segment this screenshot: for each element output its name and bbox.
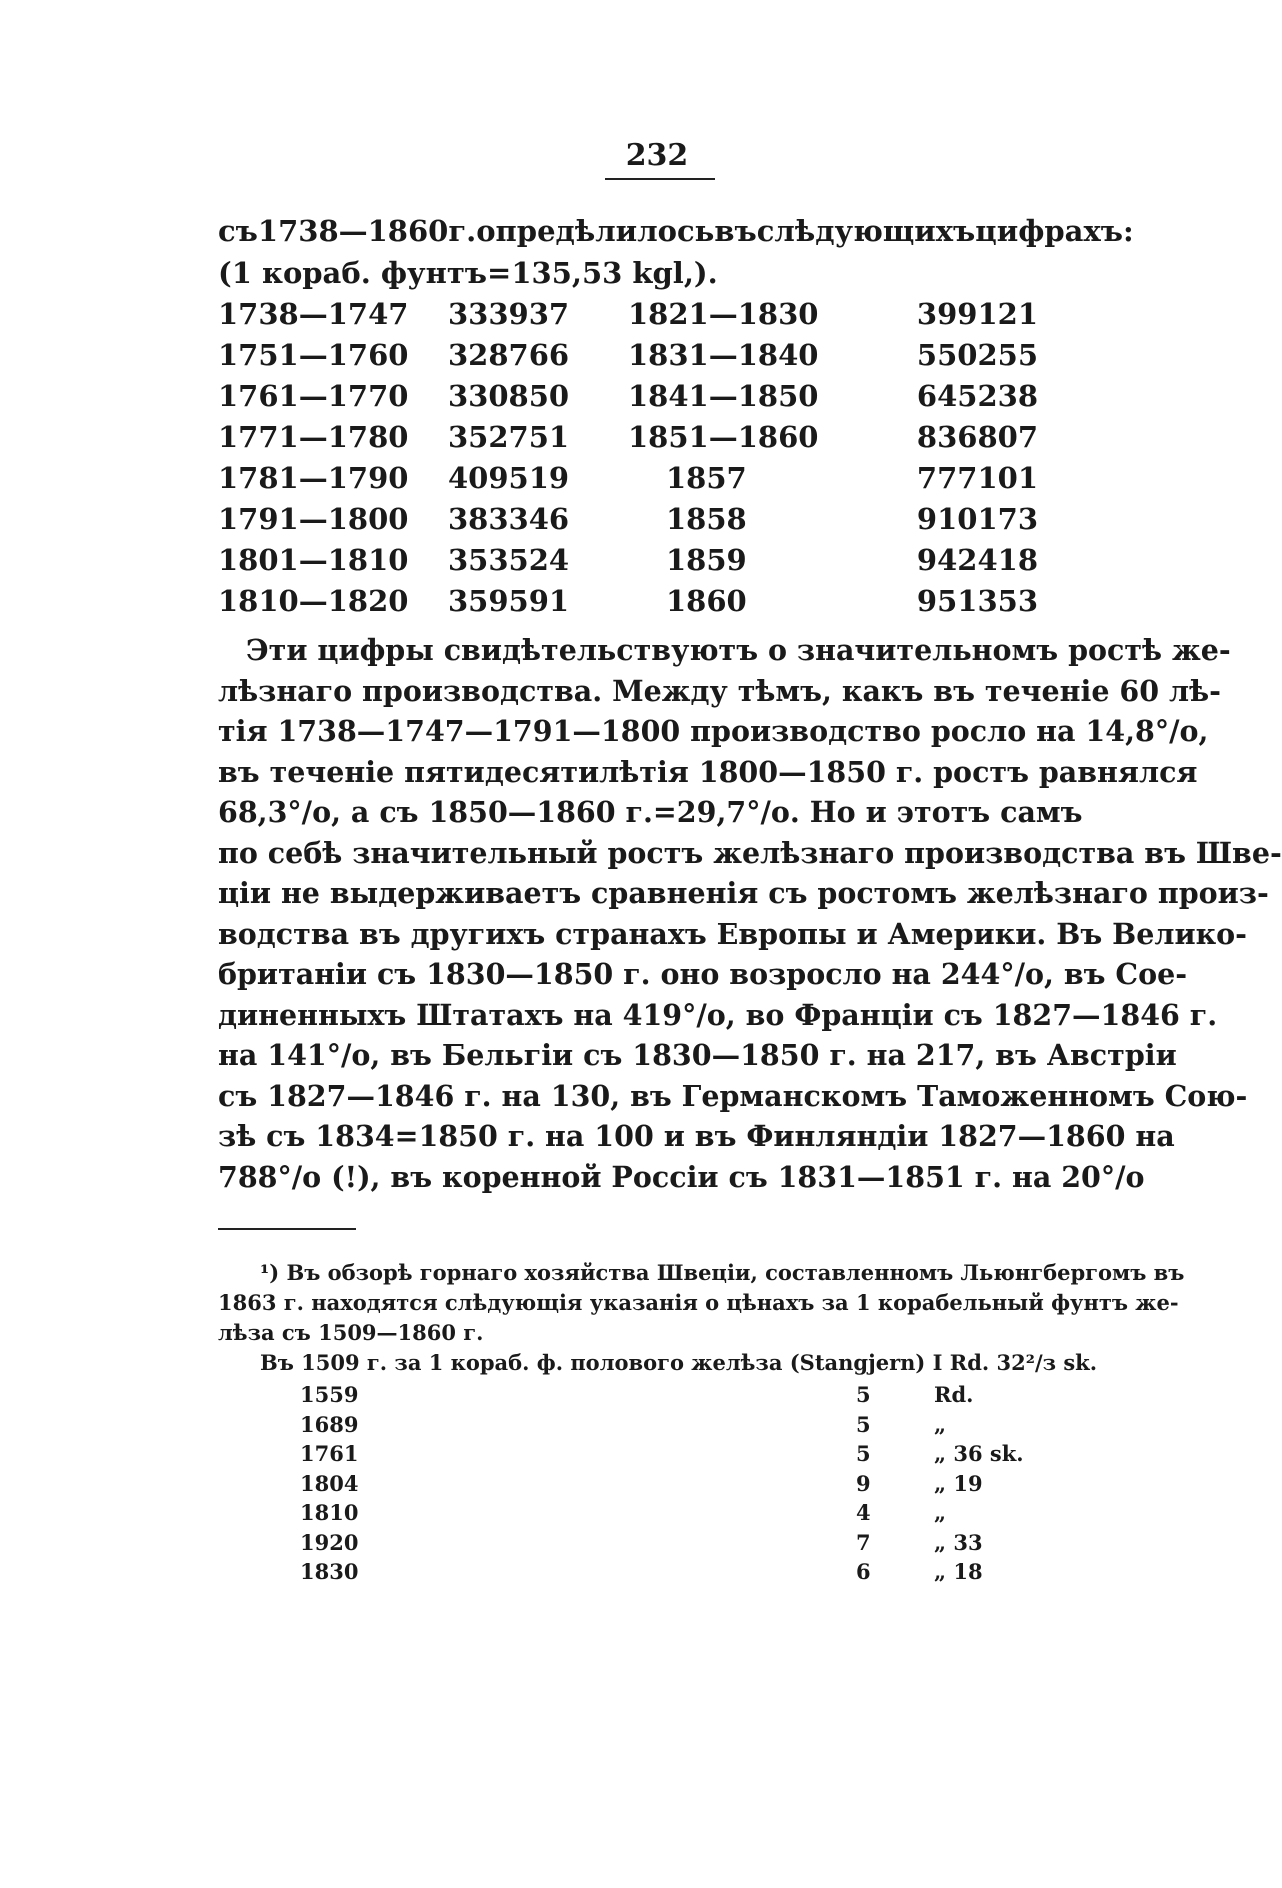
footnote-line: лѣза съ 1509—1860 г.: [218, 1320, 484, 1345]
period-cell: 1751—1760: [218, 338, 409, 372]
paragraph-line: британіи съ 1830—1850 г. оно возросло на 244°/о, въ Сое-: [218, 957, 1188, 991]
price-rest: „ 33: [934, 1529, 983, 1555]
price-row: [300, 1498, 1024, 1528]
paragraph-line: 788°/о (!), въ коренной Россіи съ 1831—1851 г. на 20°/о: [218, 1159, 1145, 1194]
price-row: [300, 1557, 1024, 1587]
paragraph-line: диненныхъ Штатахъ на 419°/о, во Франціи съ 1827—1846 г.: [218, 997, 1218, 1032]
paragraph-line: тія 1738—1747—1791—1800 производство росло на 14,8°/о,: [218, 714, 1209, 748]
period-cell: 1771—1780: [218, 420, 409, 454]
paragraph-line: зѣ съ 1834=1850 г. на 100 и въ Финляндіи 1827—1860 на: [218, 1119, 1175, 1153]
paragraph-line: по себѣ значительный ростъ желѣзнаго производства въ Шве-: [218, 835, 1282, 870]
year-cell: 1859: [666, 543, 747, 577]
intro-word: цифрахъ:: [975, 214, 1134, 248]
price-rest: Rd.: [934, 1382, 974, 1408]
value-cell: 333937: [448, 297, 570, 331]
value-cell: 328766: [448, 338, 570, 372]
price-amount: 5: [856, 1441, 871, 1467]
price-year: 1804: [300, 1470, 359, 1496]
period-cell: 1810—1820: [218, 584, 409, 618]
value-cell: 383346: [448, 502, 570, 536]
table-row: [218, 540, 1038, 581]
price-year: 1761: [300, 1441, 359, 1467]
period-cell: 1761—1770: [218, 379, 409, 413]
paragraph-line: Эти цифры свидѣтельствуютъ о значительномъ ростѣ же-: [246, 633, 1231, 667]
price-amount: 9: [856, 1470, 871, 1496]
price-table: [300, 1380, 1024, 1587]
value-cell: 353524: [448, 543, 570, 577]
value-cell: 352751: [448, 420, 570, 454]
price-amount: 6: [856, 1559, 871, 1585]
value-cell: 409519: [448, 461, 570, 495]
production-table: [218, 294, 1038, 622]
intro-word: опредѣлилось: [476, 214, 715, 248]
value-cell: 836807: [916, 420, 1038, 454]
year-cell: 1860: [666, 584, 747, 618]
price-year: 1689: [300, 1411, 359, 1437]
year-cell: 1857: [666, 461, 747, 495]
price-header: Въ 1509 г. за 1 кораб. ф. полового желѣза (Stangjern) I Rd. 32²/з sk.: [260, 1350, 1098, 1375]
value-cell: 777101: [916, 461, 1038, 495]
period-cell: 1841—1850: [628, 379, 819, 413]
price-amount: 4: [856, 1500, 871, 1526]
value-cell: 550255: [916, 338, 1038, 372]
value-cell: 645238: [916, 379, 1038, 413]
footnote-separator: [218, 1228, 356, 1230]
price-row: [300, 1439, 1024, 1469]
table-row: [218, 499, 1038, 540]
table-row: [218, 458, 1038, 499]
price-row: [300, 1380, 1024, 1410]
value-cell: 399121: [916, 297, 1038, 331]
intro-word: 1738—1860: [257, 214, 449, 248]
year-cell: 1858: [666, 502, 747, 536]
price-rest: „: [934, 1500, 947, 1526]
intro-line-2: (1 кораб. фунтъ=135,53 kgl,).: [218, 256, 718, 290]
period-cell: 1801—1810: [218, 543, 409, 577]
paragraph-line: 68,3°/о, а съ 1850—1860 г.=29,7°/о. Но и этотъ самъ: [218, 795, 1083, 829]
price-rest: „ 36 sk.: [934, 1441, 1024, 1467]
footnote: [218, 1258, 1185, 1348]
paragraph-line: въ теченіе пятидесятилѣтія 1800—1850 г. ростъ равнялся: [218, 754, 1198, 789]
value-cell: 951353: [916, 584, 1038, 618]
page-number-underline: [605, 178, 715, 180]
price-year: 1559: [300, 1382, 359, 1408]
period-cell: 1738—1747: [218, 297, 409, 331]
paragraph-line: съ 1827—1846 г. на 130, въ Германскомъ Таможенномъ Сою-: [218, 1078, 1248, 1113]
price-row: [300, 1410, 1024, 1440]
price-rest: „: [934, 1411, 947, 1437]
period-cell: 1831—1840: [628, 338, 819, 372]
price-amount: 7: [856, 1529, 871, 1555]
body-paragraph: [218, 630, 1282, 1197]
price-row: [300, 1469, 1024, 1499]
price-year: 1810: [300, 1500, 359, 1526]
period-cell: 1821—1830: [628, 297, 819, 331]
price-year: 1920: [300, 1529, 359, 1555]
paragraph-line: лѣзнаго производства. Между тѣмъ, какъ въ теченіе 60 лѣ-: [218, 673, 1221, 708]
period-cell: 1851—1860: [628, 420, 819, 454]
period-cell: 1791—1800: [218, 502, 409, 536]
value-cell: 359591: [448, 584, 570, 618]
paragraph-line: на 141°/о, въ Бельгіи съ 1830—1850 г. на 217, въ Австріи: [218, 1038, 1177, 1072]
intro-line-1: [218, 214, 1134, 248]
table-row: [218, 294, 1038, 335]
price-rest: „ 19: [934, 1470, 983, 1496]
paragraph-line: ціи не выдерживаетъ сравненія съ ростомъ желѣзнаго произ-: [218, 876, 1269, 910]
intro-word: слѣдующихъ: [756, 214, 976, 248]
paragraph-line: водства въ другихъ странахъ Европы и Америки. Въ Велико-: [218, 916, 1248, 951]
page-number: 232: [625, 138, 689, 173]
table-row: [218, 581, 1038, 622]
value-cell: 330850: [448, 379, 570, 413]
intro-word: г.: [448, 214, 477, 248]
table-row: [218, 376, 1038, 417]
price-amount: 5: [856, 1382, 871, 1408]
value-cell: 910173: [916, 502, 1038, 536]
table-row: [218, 417, 1038, 458]
intro-word: въ: [714, 214, 757, 248]
period-cell: 1781—1790: [218, 461, 409, 495]
intro-word: съ: [218, 214, 258, 248]
table-row: [218, 335, 1038, 376]
price-year: 1830: [300, 1559, 359, 1585]
footnote-line: 1863 г. находятся слѣдующія указанія о цѣнахъ за 1 корабельный фунтъ же-: [218, 1290, 1179, 1315]
price-rest: „ 18: [934, 1559, 983, 1585]
value-cell: 942418: [916, 543, 1038, 577]
price-amount: 5: [856, 1411, 871, 1437]
footnote-line: ¹) Въ обзорѣ горнаго хозяйства Швеціи, составленномъ Льюнгбергомъ въ: [260, 1260, 1185, 1285]
price-row: [300, 1528, 1024, 1558]
